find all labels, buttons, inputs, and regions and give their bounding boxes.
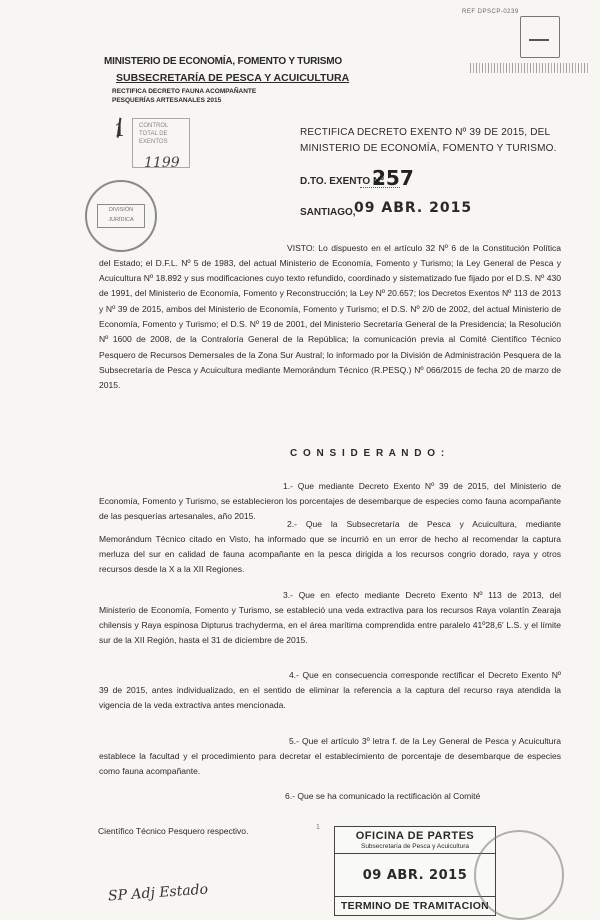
subsecretaria-name: SUBSECRETARÍA DE PESCA Y ACUICULTURA [116, 72, 350, 84]
considerando-3: 3.- Que en efecto mediante Decreto Exento Nº 113 de 2013, del Ministerio de Economía, Fomento y Turismo, se estableció una veda extractiva para los recursos Raya volantín Zearaja chilensis y Raya espinosa Dipturus trachyderma, en el área marítima comprendida entre paralelo 41º28,6' L.S. y el límite sur de la XII Región, hasta el 31 de diciembre de 2015. [99, 589, 561, 646]
considerando-4: 4.- Que en consecuencia corresponde rectificar el Decreto Exento Nº 39 de 2015, antes individualizado, en el sentido de eliminar la referencia a la captura del recurso raya atendida la vigencia de la veda extractiva antes mencionada. [99, 669, 561, 711]
round-stamp-line: DIVISIÓN [108, 207, 134, 213]
office-stamp-subtitle: Subsecretaría de Pesca y Acuicultura [335, 843, 495, 854]
oficina-de-partes-stamp [334, 826, 496, 916]
top-reference-code: REF DPSCP-0239 [462, 9, 519, 15]
decree-title-line-2: MINISTERIO DE ECONOMÍA, FOMENTO Y TURISMO. [300, 143, 557, 154]
office-stamp-title: OFICINA DE PARTES [355, 830, 475, 842]
considerando-5: 5.- Que el artículo 3º letra f. de la Ley General de Pesca y Acuicultura establece la facultad y el procedimiento para decretar el establecimiento de porcentaje de desembarque de especies como fauna acompañante. [99, 735, 561, 777]
decree-number-label: D.TO. EXENTO Nº [300, 176, 384, 187]
control-stamp-line: TOTAL DE [139, 131, 168, 137]
decree-number: 257 [372, 166, 414, 190]
decree-number-underline [360, 187, 400, 188]
decree-title-line-1: RECTIFICA DECRETO EXENTO Nº 39 DE 2015, DEL [300, 127, 551, 138]
government-seal-icon [520, 16, 560, 58]
control-stamp-line: EXENTOS [139, 139, 168, 145]
considerando-6: 6.- Que se ha comunicado la rectificación al Comité [285, 790, 481, 801]
round-seal-icon [474, 830, 564, 920]
considerando-2: 2.- Que la Subsecretaría de Pesca y Acuicultura, mediante Memorándum Técnico citado en Visto, ha informado que se incurrió en un error de hecho al recomendar la captura merluza del sur en calidad de fauna acompañante en la pesca dirigida a los recursos congrio dorado, raya y otros recursos desde la X a la XII Regiones. [99, 518, 561, 575]
considerando-1: 1.- Que mediante Decreto Exento Nº 39 de 2015, del Ministerio de Economía, Fomento y Turismo, se establecieron los porcentajes de desembarque de especies como fauna acompañante de las pesquerías artesanales, año 2015. [99, 480, 561, 522]
reference-line-1: RECTIFICA DECRETO FAUNA ACOMPAÑANTE [112, 88, 257, 95]
decree-date-stamp: 09 ABR. 2015 [354, 200, 473, 216]
barcode-icon [470, 63, 588, 73]
handwritten-signature: SP Adj Estado [107, 881, 209, 905]
considerando-heading: C O N S I D E R A N D O : [290, 448, 446, 459]
office-stamp-date: 09 ABR. 2015 [362, 868, 468, 883]
page-number-stamp: 1 [114, 120, 126, 141]
handwritten-number: 1199 [144, 155, 180, 171]
visto-paragraph: VISTO: Lo dispuesto en el artículo 32 Nº 6 de la Constitución Política del Estado; el D.F.L. Nº 5 de 1983, del actual Ministerio de Economía, Fomento y Turismo; la Ley General de Pesca y Acuicultura Nº 18.892 y sus modificaciones cuyo texto refundido, coordinado y sistematizado fue fijado por el D.S. Nº 430 de 1991, del Ministerio de Economía, Fomento y Reconstrucción; la Ley Nº 20.657; los Decretos Exentos Nº 113 de 2013 y Nº 39 de 2015, ambos del Ministerio de Economía, Fomento y Turismo; el D.S. Nº 2/0 de 2002, del actual Ministerio de Economía, Fomento y Turismo; el D.S. Nº 19 de 2001, del Ministerio Secretaría General de la Presidencia; la Resolución Nº 1600 de 2008, de la Contraloría General de la República; la comunicación previa al Comité Científico Técnico Pesquero de Recursos Demersales de la Zona Sur Austral; lo informado por la División de Administración Pesquera de la Subsecretaría de Pesca y Acuicultura mediante Memorándum Técnico (R.PESQ.) Nº 066/2015 de fecha 20 de marzo de 2015. [99, 242, 561, 391]
control-stamp-line: CONTROL [139, 123, 169, 129]
office-stamp-footer: TERMINO DE TRAMITACION [335, 896, 495, 915]
considerando-6-continuation: Científico Técnico Pesquero respectivo. [98, 826, 249, 836]
page-mark: 1 [316, 824, 320, 831]
round-stamp-line: JURÍDICA [108, 217, 134, 223]
reference-line-2: PESQUERÍAS ARTESANALES 2015 [112, 97, 222, 104]
ministry-name: MINISTERIO DE ECONOMÍA, FOMENTO Y TURISMO [104, 56, 342, 67]
place-label: SANTIAGO, [300, 207, 356, 218]
